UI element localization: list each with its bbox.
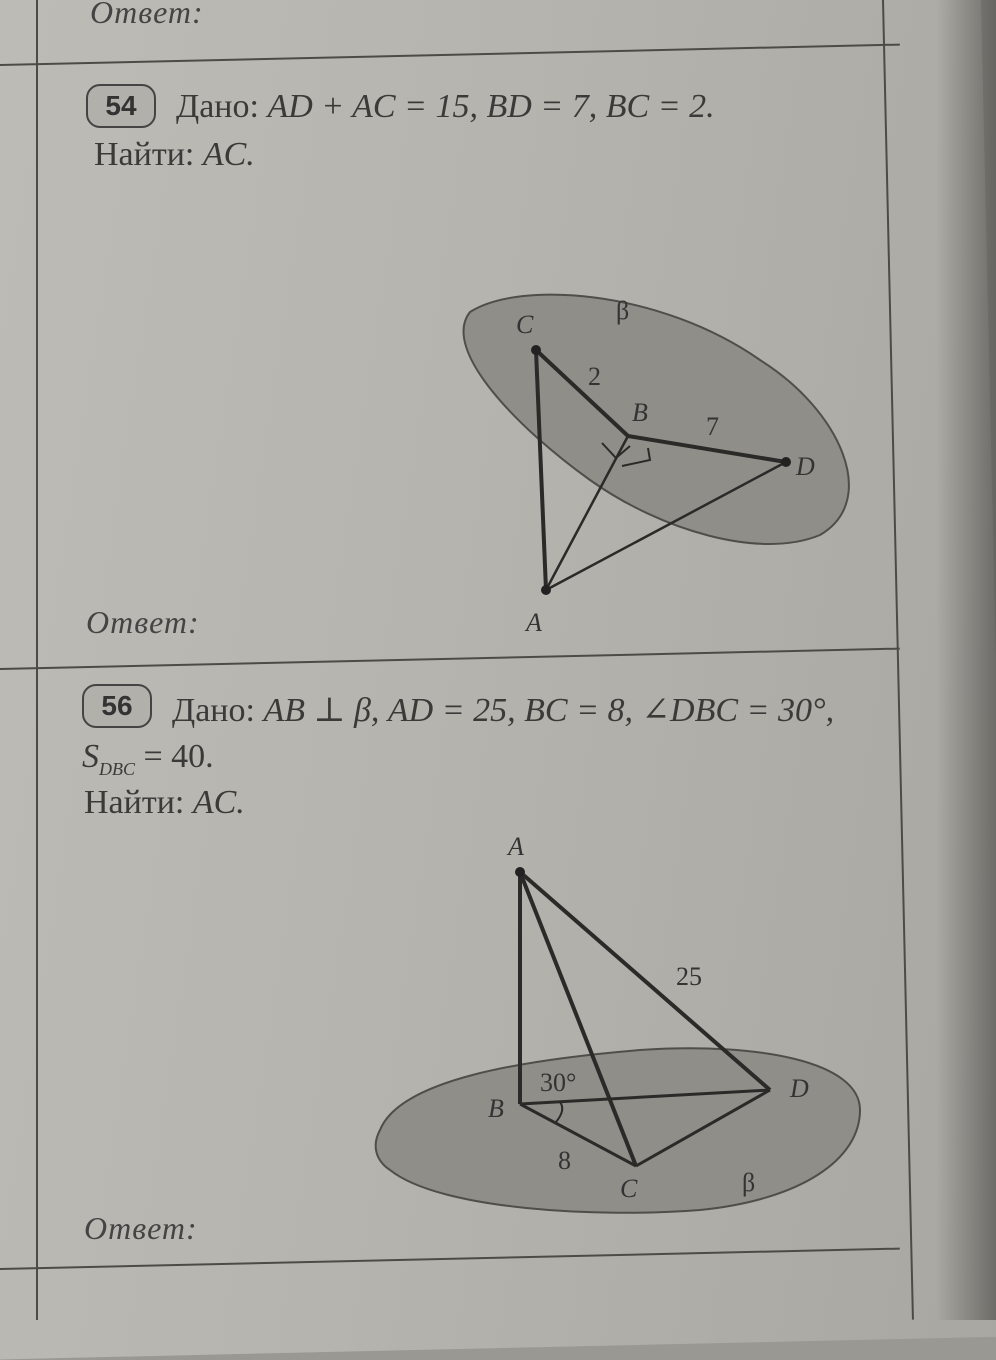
answer-label-56: Ответ: — [84, 1210, 198, 1246]
point-label-C: C — [516, 310, 534, 339]
point-A — [541, 585, 551, 595]
point-label-C: C — [620, 1174, 638, 1203]
point-label-B: B — [488, 1094, 504, 1123]
problem-number-badge: 56 — [82, 684, 152, 728]
point-label-D: D — [790, 1074, 809, 1103]
problem-number-badge: 54 — [86, 84, 156, 128]
given-label: Дано: — [176, 88, 259, 125]
area-subscript: DBC — [99, 758, 135, 779]
point-A-56 — [515, 867, 525, 877]
angle-label-DBC: 30° — [540, 1068, 577, 1097]
problem-56-given — [172, 690, 834, 730]
find-target: AC. — [202, 136, 255, 173]
plane-beta-56 — [376, 1048, 860, 1213]
find-label: Найти: — [84, 784, 185, 821]
problem-56-find — [84, 784, 245, 822]
answer-label-54: Ответ: — [86, 604, 200, 640]
problem-56-area — [82, 738, 214, 780]
find-target: AC. — [192, 784, 245, 821]
segment-label-CB: 2 — [588, 362, 601, 391]
point-label-A: A — [526, 608, 542, 637]
given-conditions: AD + AC = 15, BD = 7, BC = 2. — [267, 88, 715, 125]
point-label-A: A — [508, 832, 524, 861]
point-label-D: D — [796, 452, 815, 481]
answer-label-previous: Ответ: — [90, 0, 204, 30]
area-symbol: S — [82, 738, 99, 775]
point-C — [531, 345, 541, 355]
point-D — [781, 457, 791, 467]
plane-label-beta: β — [742, 1168, 756, 1197]
area-value: = 40. — [143, 738, 214, 775]
given-label: Дано: — [172, 692, 255, 729]
point-label-B: B — [632, 398, 648, 427]
find-label: Найти: — [94, 136, 195, 173]
segment-label-BD: 7 — [706, 412, 719, 441]
segment-label-BC: 8 — [558, 1146, 571, 1175]
segment-label-AD: 25 — [676, 962, 702, 991]
plane-label-beta: β — [616, 296, 630, 325]
given-conditions: AB ⊥ β, AD = 25, BC = 8, ∠DBC = 30°, — [263, 692, 835, 729]
